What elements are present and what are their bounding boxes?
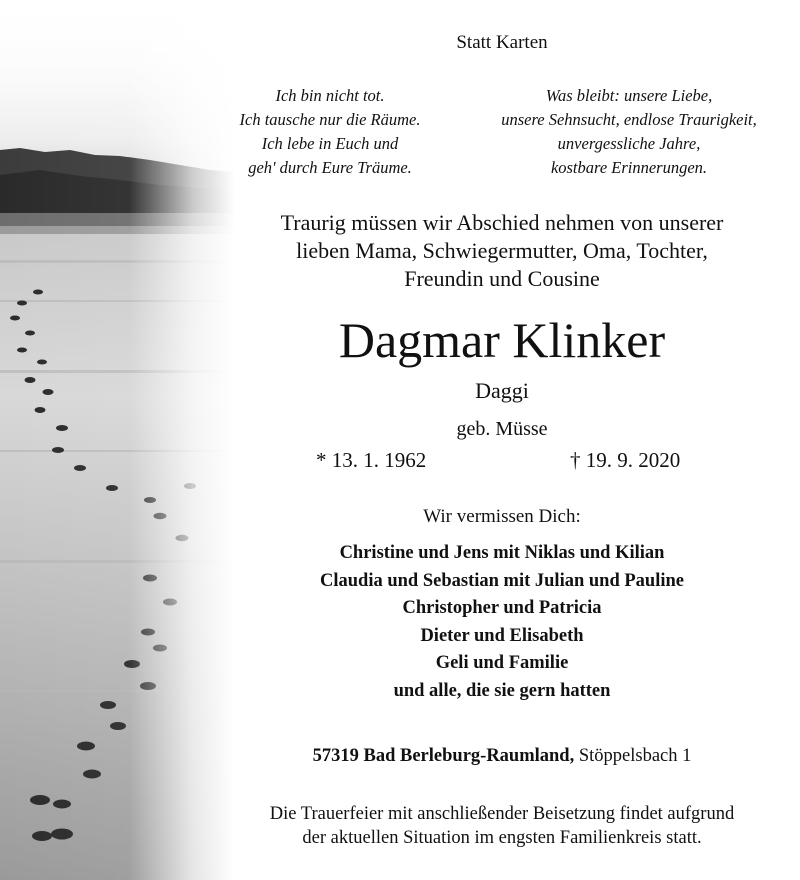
poem-left-line: Ich tausche nur die Räume. (239, 110, 421, 129)
mourners-list (212, 540, 792, 705)
birth-name: geb. Müsse (456, 418, 548, 440)
nickname: Daggi (475, 378, 529, 403)
poem-right-line: kostbare Erinnerungen. (550, 158, 708, 177)
notice-header: Statt Karten (456, 32, 548, 53)
address-street: Stöppelsbach 1 (578, 746, 692, 766)
address (212, 746, 792, 767)
intro-line: lieben Mama, Schwiegermutter, Oma, Tochter, (296, 238, 708, 263)
intro-text (212, 209, 792, 293)
poem-right-line: unsere Sehnsucht, endlose Traurigkeit, (501, 110, 757, 129)
intro-line: Traurig müssen wir Abschied nehmen von unserer (280, 210, 724, 235)
footer-line: Die Trauerfeier mit anschließender Beisetzung findet aufgrund (269, 804, 735, 824)
poem-right-line: unvergessliche Jahre, (557, 134, 701, 153)
footprints-image (0, 0, 235, 880)
deceased-name: Dagmar Klinker (338, 312, 666, 368)
mourner-line: Christopher und Patricia (402, 598, 602, 618)
mourner-line: Geli und Familie (435, 653, 569, 673)
address-city: 57319 Bad Berleburg-Raumland, (312, 746, 575, 766)
poem-left-line: Ich lebe in Euch und (261, 134, 399, 153)
mourner-line: Dieter und Elisabeth (420, 625, 584, 646)
poem-left-line: Ich bin nicht tot. (275, 86, 385, 105)
beach-footprints-photo (0, 0, 235, 880)
footer-note (212, 802, 792, 850)
birth-date: * 13. 1. 1962 (316, 448, 427, 472)
mourner-line: Christine und Jens mit Niklas und Kilian (339, 543, 665, 563)
footer-line: der aktuellen Situation im engsten Familienkreis statt. (302, 828, 702, 848)
poem-left (220, 84, 440, 180)
miss-line: Wir vermissen Dich: (423, 506, 581, 527)
poem-right-line: Was bleibt: unsere Liebe, (545, 86, 713, 105)
mourner-line: Claudia und Sebastian mit Julian und Pauline (320, 570, 684, 591)
poem-right (488, 84, 770, 180)
mourner-line: und alle, die sie gern hatten (393, 680, 611, 701)
intro-line: Freundin und Cousine (404, 266, 600, 291)
death-date: † 19. 9. 2020 (570, 448, 681, 472)
poem-left-line: geh' durch Eure Träume. (248, 158, 412, 177)
